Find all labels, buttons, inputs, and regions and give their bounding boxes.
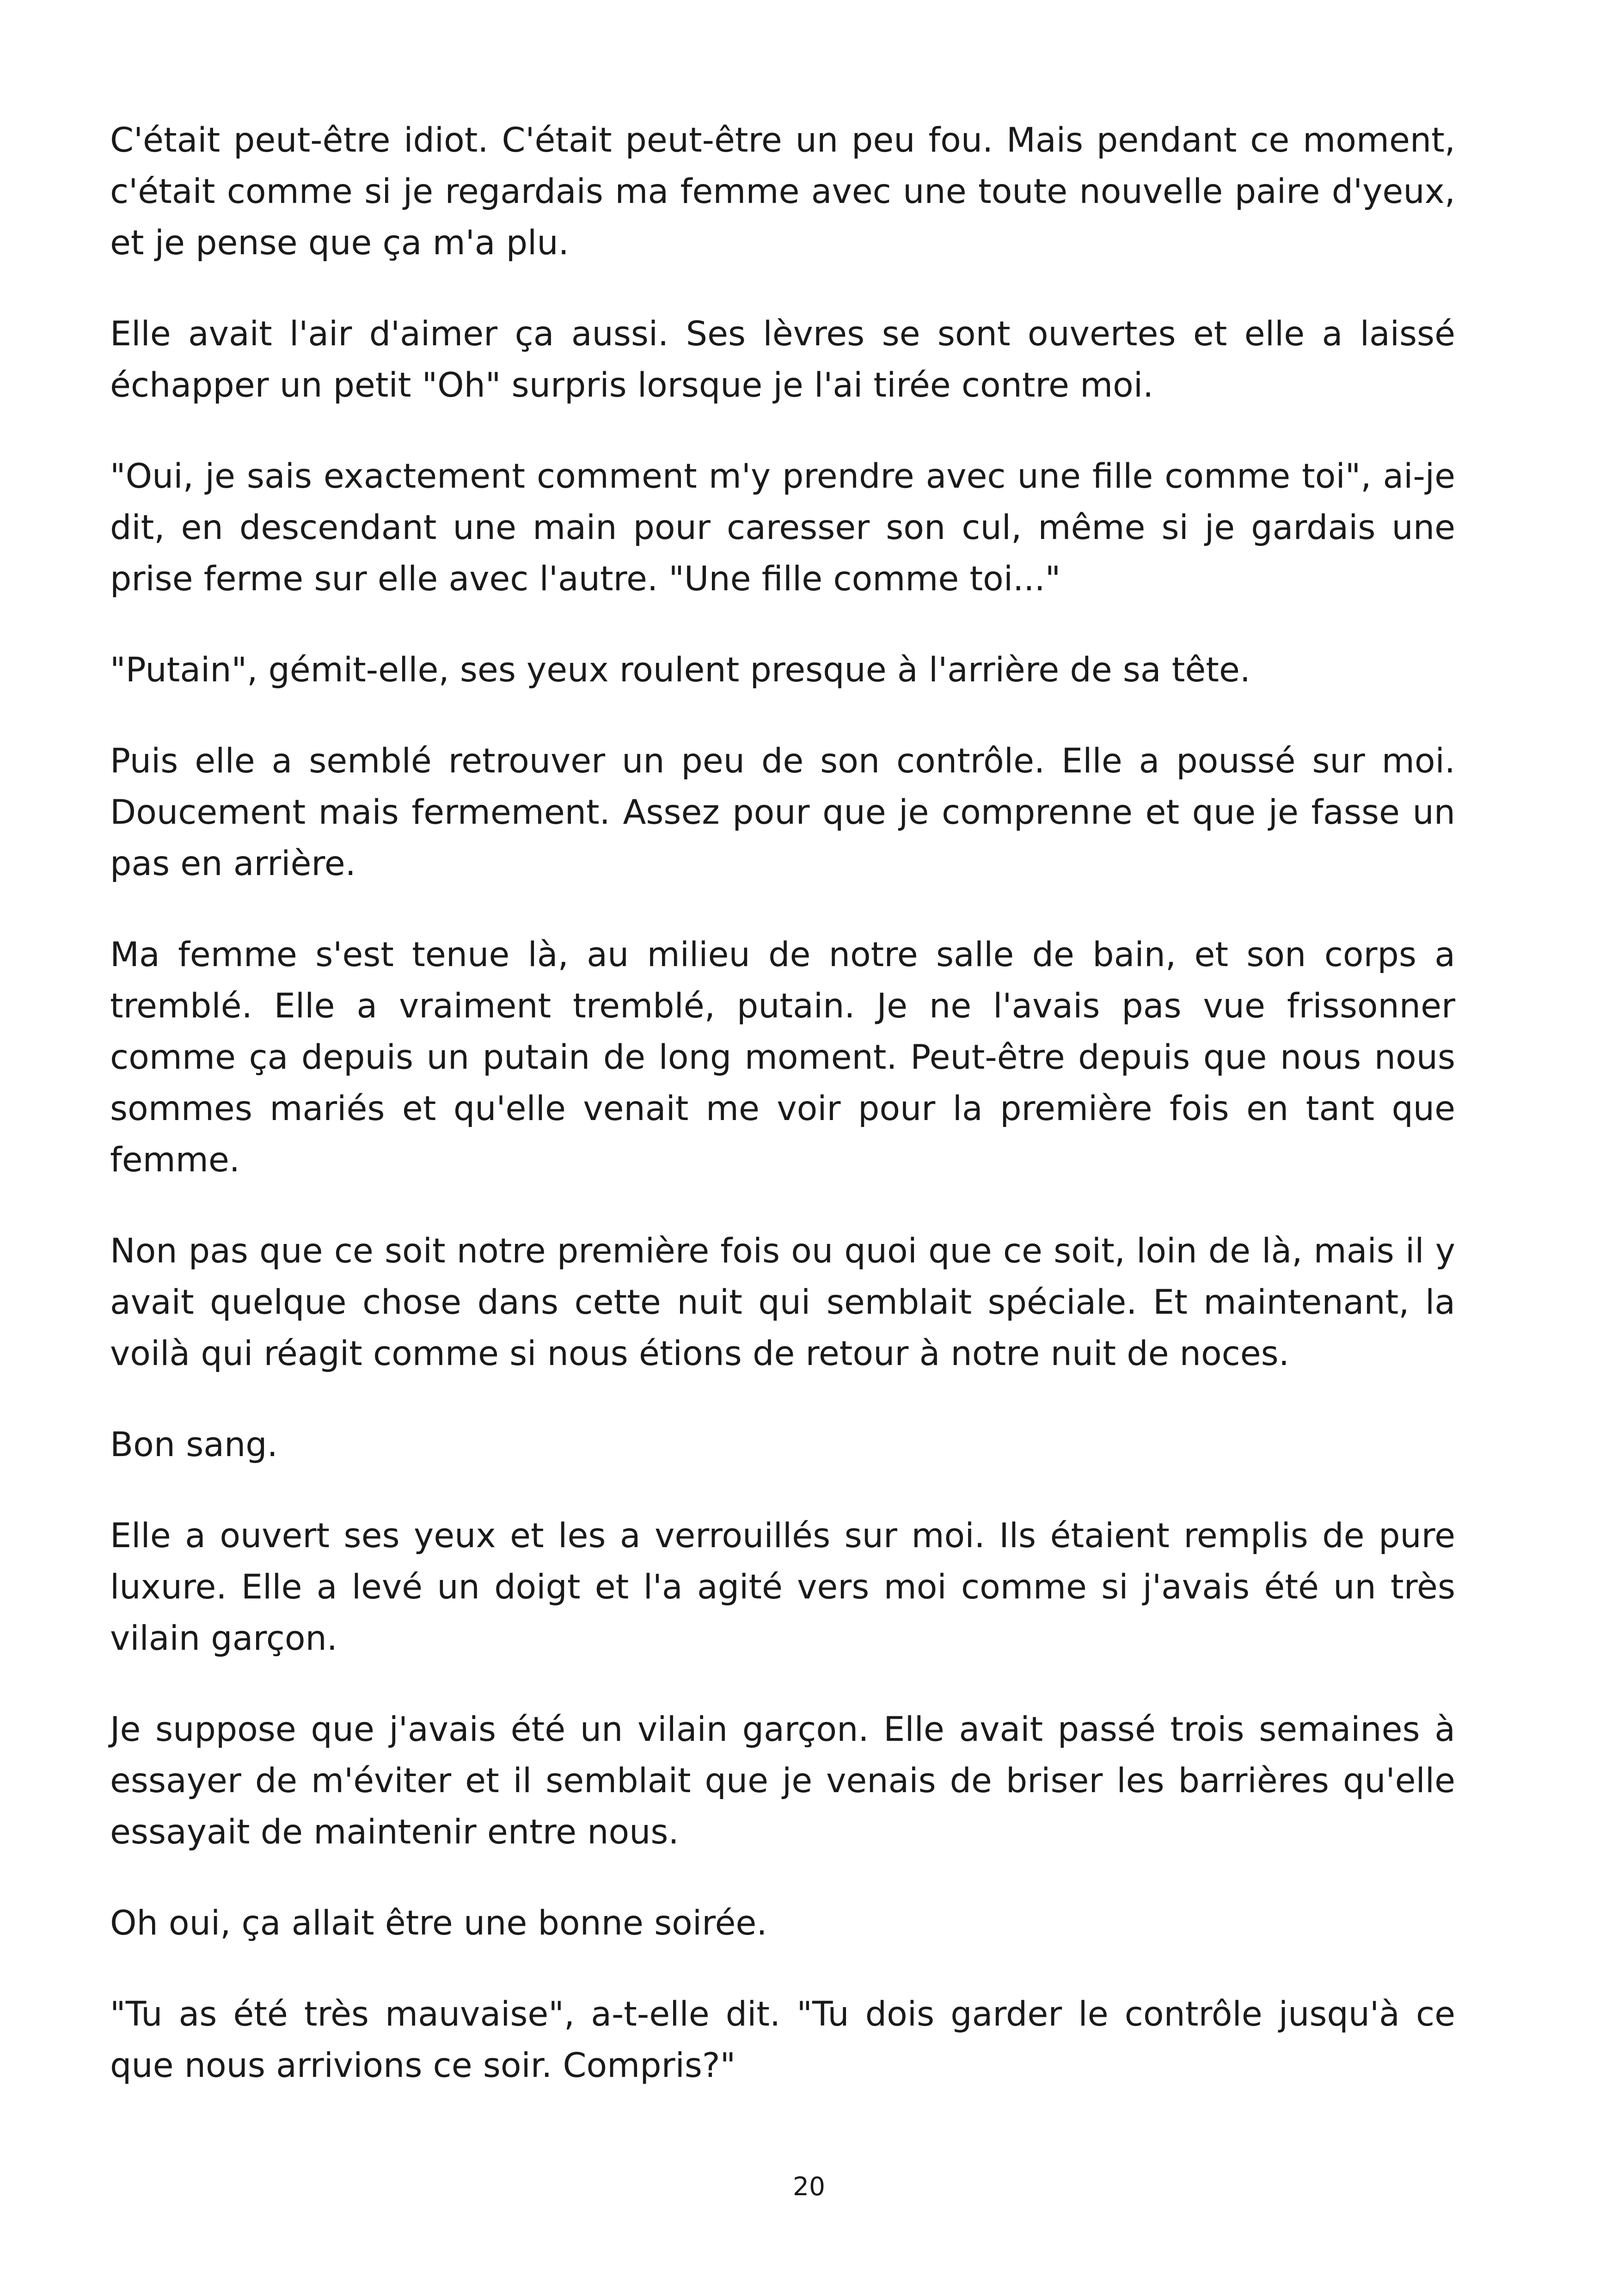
paragraph: Je suppose que j'avais été un vilain garçon. Elle avait passé trois semaines à essayer de m'éviter et il semblait que je venais de briser les barrières qu'elle essayait de maintenir entre nous. <box>110 1710 1455 1852</box>
paragraph: Elle avait l'air d'aimer ça aussi. Ses lèvres se sont ouvertes et elle a laissé échapper un petit "Oh" surpris lorsque je l'ai tirée contre moi. <box>110 314 1455 405</box>
paragraph: C'était peut-être idiot. C'était peut-être un peu fou. Mais pendant ce moment, c'était comme si je regardais ma femme avec une toute nouvelle paire d'yeux, et je pense que ça m'a plu. <box>110 121 1455 263</box>
paragraph: Non pas que ce soit notre première fois ou quoi que ce soit, loin de là, mais il y avait quelque chose dans cette nuit qui semblait spéciale. Et maintenant, la voilà qui réagit comme si nous étions de retour à notre nuit de noces. <box>110 1231 1455 1373</box>
paragraph: "Putain", gémit-elle, ses yeux roulent presque à l'arrière de sa tête. <box>110 650 1251 690</box>
paragraph: "Tu as été très mauvaise", a-t-elle dit. "Tu dois garder le contrôle jusqu'à ce que nous arrivions ce soir. Compris?" <box>110 1995 1455 2085</box>
paragraph: Oh oui, ça allait être une bonne soirée. <box>110 1904 767 1943</box>
page-number: 20 <box>793 2172 825 2201</box>
paragraph: "Oui, je sais exactement comment m'y prendre avec une fille comme toi", ai-je dit, en descendant une main pour caresser son cul, même si je gardais une prise ferme sur elle avec l'autre. "Une fille comme toi..." <box>110 457 1455 599</box>
paragraph: Elle a ouvert ses yeux et les a verrouillés sur moi. Ils étaient remplis de pure luxure. Elle a levé un doigt et l'a agité vers moi comme si j'avais été un très vilain garçon. <box>110 1516 1455 1658</box>
paragraph: Puis elle a semblé retrouver un peu de son contrôle. Elle a poussé sur moi. Doucement mais fermement. Assez pour que je comprenne et que je fasse un pas en arrière. <box>110 741 1455 883</box>
paragraph: Bon sang. <box>110 1425 278 1464</box>
body-text <box>110 115 1455 2131</box>
paragraph: Ma femme s'est tenue là, au milieu de notre salle de bain, et son corps a tremblé. Elle a vraiment tremblé, putain. Je ne l'avais pas vue frissonner comme ça depuis un putain de long moment. Peut-être depuis que nous nous sommes mariés et qu'elle venait me voir pour la première fois en tant que femme. <box>110 935 1455 1180</box>
